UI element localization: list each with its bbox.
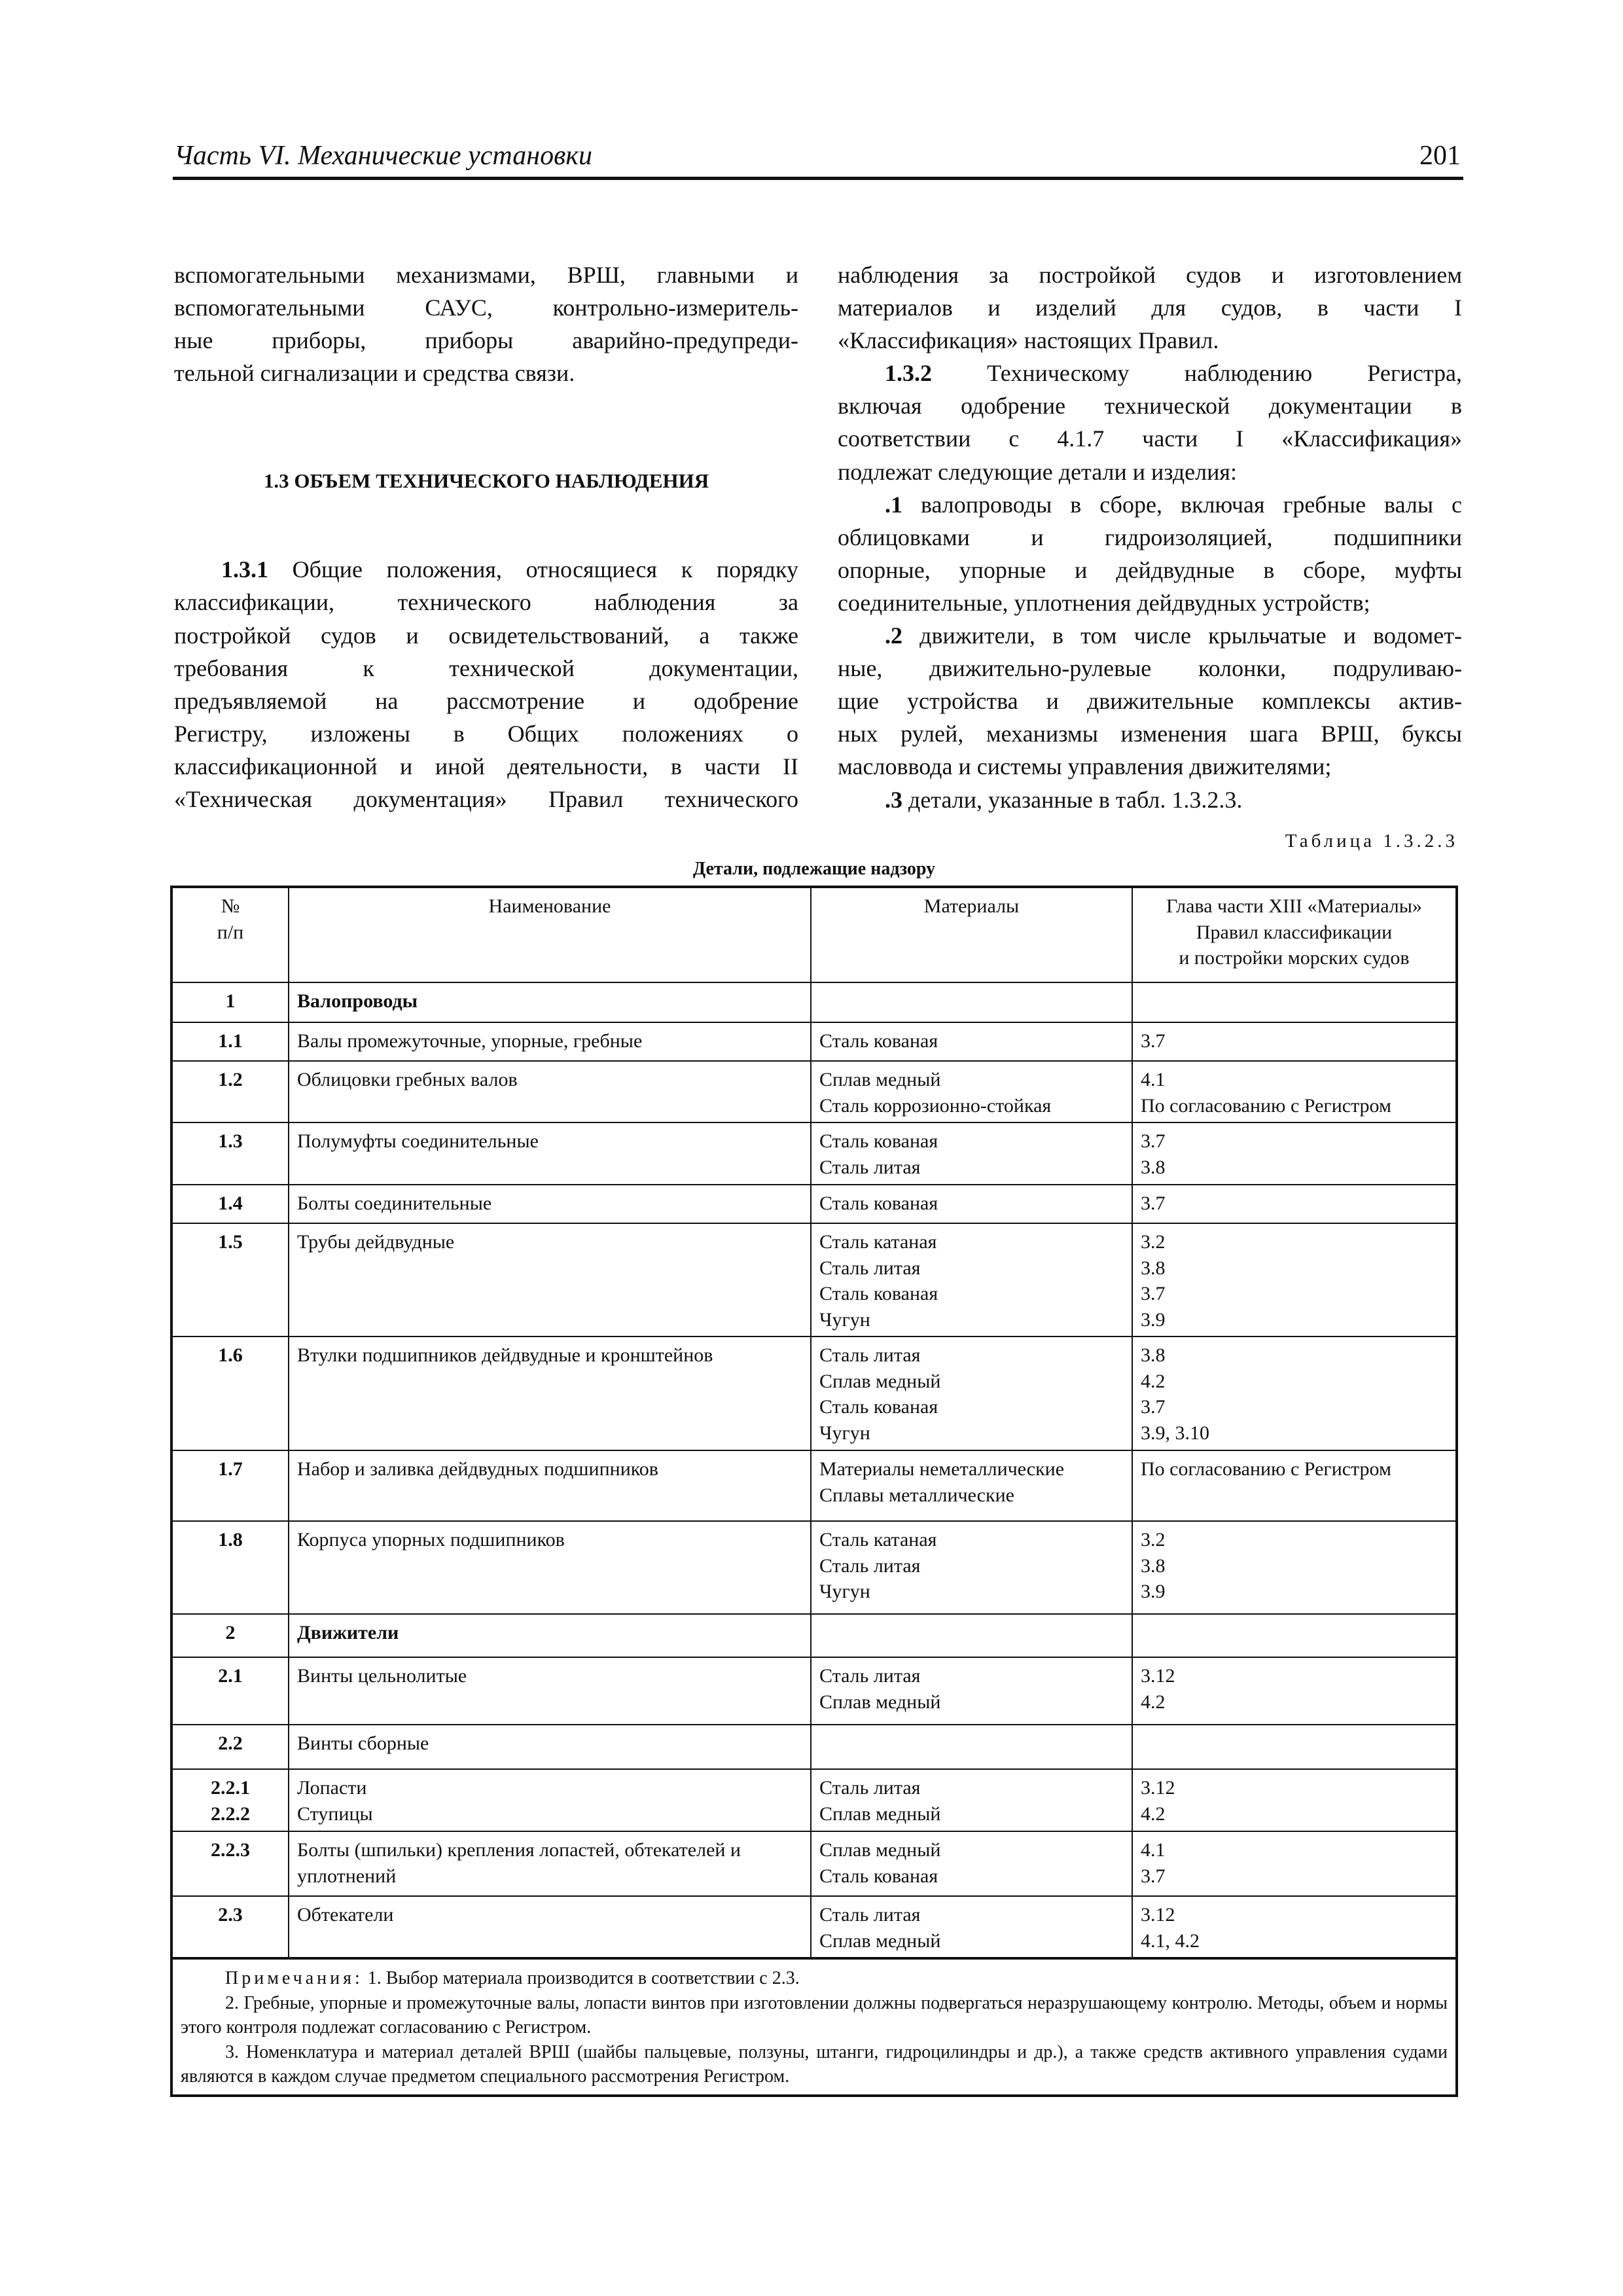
cell-line: 3.9, 3.10 [1141, 1422, 1209, 1444]
note-text: 2. Гребные, упорные и промежуточные валы, лопасти винтов при изготовлении должны подвергаться неразрушающему контролю. Методы, объем и нормы этого контроля подлежат согласованию с Регистром. [181, 1992, 1448, 2037]
text-line: соответствии с 4.1.7 части I «Классификация» [838, 425, 1462, 452]
cell-line: Сталь кованая [819, 1030, 938, 1052]
text: Общие положения, относящиеся к порядку [268, 556, 798, 583]
table-caption: Таблица 1.3.2.3 [1285, 831, 1458, 852]
cell-chapter [1132, 1521, 1457, 1614]
cell-line: Сталь литая [819, 1665, 921, 1687]
right-column [838, 259, 1462, 816]
cell-line: Сплав медный [819, 1370, 941, 1392]
cell-chapter [1132, 1614, 1457, 1657]
cell-line: Сталь литая [819, 1344, 921, 1366]
cell-line: 4.1, 4.2 [1141, 1929, 1200, 1952]
cell-line: Глава части XIII «Материалы» [1166, 895, 1422, 917]
cell-line: 3.7 [1141, 1030, 1166, 1052]
running-header-title: Часть VI. Механические установки [174, 141, 592, 171]
cell-line: Болты соединительные [297, 1193, 492, 1214]
cell-line: По согласованию с Регистром [1141, 1094, 1391, 1117]
cell-materials [811, 1614, 1132, 1657]
text-line [838, 619, 1462, 652]
text: движители, в том числе крыльчатые и водомет- [902, 622, 1462, 649]
cell-line: Сплав медный [819, 1929, 941, 1952]
cell-line: 2.2.3 [211, 1839, 250, 1861]
header-rule [173, 177, 1463, 180]
text-line: тельной сигнализации и средства связи. [174, 360, 575, 387]
cell-chapter [1132, 1896, 1457, 1958]
cell-line: Материалы [923, 895, 1020, 917]
text-line: подлежат следующие детали и изделия: [838, 458, 1237, 485]
text-line [174, 553, 798, 586]
text: валопроводы в сборе, включая гребные валы с [902, 491, 1462, 518]
cell-materials [811, 1831, 1132, 1896]
table-row [171, 1725, 1457, 1769]
cell-line: 2.2.2 [211, 1803, 250, 1825]
cell-name [289, 1061, 811, 1122]
text: детали, указанные в табл. 1.3.2.3. [902, 786, 1243, 813]
cell-line: 3.7 [1141, 1865, 1166, 1887]
cell-materials [811, 1022, 1132, 1061]
cell-line: Сплав медный [819, 1839, 941, 1861]
list-item-3 [838, 783, 1462, 816]
cell-line: Наименование [488, 895, 611, 917]
cell-chapter [1132, 1122, 1457, 1185]
cell-line: Материалы неметаллические [819, 1458, 1065, 1480]
cell-chapter [1132, 1725, 1457, 1769]
text-line: опорные, упорные и дейдвудные в сборе, муфты [838, 556, 1462, 583]
cell-num [171, 1185, 289, 1223]
text-line: классификационной и иной деятельности, в части II [174, 753, 798, 780]
cell-line: 3.8 [1141, 1257, 1166, 1279]
cell-chapter [1132, 1450, 1457, 1521]
cell-materials [811, 982, 1132, 1022]
cell-line: Втулки подшипников дейдвудные и кронштейнов [297, 1344, 713, 1366]
clause-number: 1.3.2 [885, 360, 932, 387]
cell-line: Корпуса упорных подшипников [297, 1529, 565, 1551]
cell-chapter [1132, 1336, 1457, 1450]
cell-line: № [221, 895, 240, 917]
cell-line: Сталь литая [819, 1257, 921, 1279]
cell-num [171, 1657, 289, 1725]
cell-line: п/п [217, 921, 244, 943]
text-line: ных рулей, механизмы изменения шага ВРШ, буксы [838, 721, 1462, 747]
cell-line: 1.7 [218, 1458, 243, 1480]
table-notes [171, 1958, 1457, 2096]
cell-line: 1.4 [218, 1193, 243, 1214]
table-row [171, 1657, 1457, 1725]
cell-chapter [1132, 982, 1457, 1022]
cell-line: 3.9 [1141, 1308, 1166, 1331]
text-line: требования к технической документации, [174, 655, 798, 681]
cell-line: 3.2 [1141, 1231, 1166, 1253]
table-title: Детали, подлежащие надзору [692, 859, 936, 879]
cell-line: Полумуфты соединительные [297, 1130, 539, 1152]
cell-num [171, 1450, 289, 1521]
cell-line: Лопасти [297, 1777, 367, 1799]
cell-materials [811, 1521, 1132, 1614]
text-line: вспомогательными механизмами, ВРШ, главными и [174, 262, 798, 288]
table-row [171, 1769, 1457, 1831]
text-line: ные приборы, приборы аварийно-предупреди- [174, 327, 798, 354]
cell-line: Болты (шпильки) крепления лопастей, обтекателей и [297, 1839, 741, 1861]
cell-name [289, 1831, 811, 1896]
cell-num [171, 1831, 289, 1896]
table-section-row [171, 982, 1457, 1022]
cell-line: 1.8 [218, 1529, 243, 1551]
text-line: соединительные, уплотнения дейдвудных устройств; [838, 589, 1370, 616]
cell-line: Сталь литая [819, 1777, 921, 1799]
table-row [171, 1831, 1457, 1896]
text: Техническому наблюдению Регистра, [932, 360, 1462, 387]
cell-line: Чугун [819, 1308, 870, 1331]
list-item-2 [838, 619, 1462, 783]
cell-line: 2.2.1 [211, 1777, 250, 1799]
note-text: 1. Выбор материала производится в соответствии с 2.3. [363, 1968, 800, 1988]
cell-name [289, 1185, 811, 1223]
cell-line: Сталь литая [819, 1554, 921, 1577]
cell-line: 1.1 [218, 1030, 243, 1052]
cell-line: 3.7 [1141, 1193, 1166, 1214]
cell-chapter [1132, 1185, 1457, 1223]
cell-line: 3.9 [1141, 1581, 1166, 1602]
item-number: .3 [885, 786, 902, 813]
note-text: 3. Номенклатура и материал деталей ВРШ (шайбы пальцевые, ползуны, штанги, гидроцилиндры и др.), а также средств активного управления судами являются в каждом случае предметом специального рассмотрения Регистром. [181, 2041, 1448, 2087]
cell-line: 3.8 [1141, 1554, 1166, 1577]
item-number: .2 [885, 622, 902, 649]
text-line [838, 488, 1462, 521]
cell-name [289, 1336, 811, 1450]
cell-line: 4.1 [1141, 1069, 1166, 1090]
table-notes-row [171, 1958, 1457, 2096]
cell-name [289, 1725, 811, 1769]
text-line [838, 357, 1462, 389]
cell-materials [811, 1657, 1132, 1725]
cell-line: Сталь катаная [819, 1231, 937, 1253]
cell-num [171, 1896, 289, 1958]
text-line: наблюдения за постройкой судов и изготовлением [838, 262, 1462, 288]
cell-materials [811, 1122, 1132, 1185]
cell-line: Сплавы металлические [819, 1484, 1014, 1506]
table-header-row [171, 887, 1457, 982]
cell-line: 3.7 [1141, 1283, 1166, 1304]
note [181, 1991, 1448, 2040]
cell-line: 2.1 [218, 1665, 243, 1687]
text-line: вспомогательными САУС, контрольно-измеритель- [174, 295, 798, 321]
cell-num [171, 1061, 289, 1122]
header-name [289, 887, 811, 982]
cell-line: Сталь литая [819, 1904, 921, 1926]
cell-line: 4.1 [1141, 1839, 1166, 1861]
cell-line: 4.2 [1141, 1370, 1166, 1392]
paragraph-1-3-2 [838, 357, 1462, 488]
cell-name [289, 1022, 811, 1061]
cell-materials [811, 1725, 1132, 1769]
table-row [171, 1185, 1457, 1223]
note [181, 2040, 1448, 2089]
cell-line: 3.7 [1141, 1130, 1166, 1152]
cell-name [289, 1223, 811, 1336]
cell-line: Сплав медный [819, 1803, 941, 1825]
cell-line: Винты сборные [297, 1732, 429, 1754]
table-row [171, 1022, 1457, 1061]
text-line: масловвода и системы управления движителями; [838, 753, 1332, 780]
left-column [174, 259, 798, 816]
cell-num [171, 1614, 289, 1657]
cell-materials [811, 1450, 1132, 1521]
cell-num [171, 1769, 289, 1831]
cell-line: 3.12 [1141, 1777, 1175, 1799]
cell-line: Сталь кованая [819, 1130, 938, 1152]
cell-name [289, 1657, 811, 1725]
paragraph-1-3-1 [174, 553, 798, 816]
cell-num [171, 1122, 289, 1185]
cell-name [289, 1896, 811, 1958]
cell-chapter [1132, 1657, 1457, 1725]
cell-chapter [1132, 1831, 1457, 1896]
cell-line: 3.8 [1141, 1156, 1166, 1178]
cell-materials [811, 1185, 1132, 1223]
cell-num [171, 1022, 289, 1061]
cell-num [171, 1521, 289, 1614]
text-line: включая одобрение технической документации в [838, 393, 1462, 420]
header-chapter [1132, 887, 1457, 982]
cell-line: Чугун [819, 1581, 870, 1602]
cell-line: Сталь кованая [819, 1396, 938, 1418]
cell-line: Сплав медный [819, 1691, 941, 1713]
table-section-row [171, 1614, 1457, 1657]
paragraph-continuation [174, 259, 798, 389]
cell-line: 1.6 [218, 1344, 243, 1366]
cell-line: 3.12 [1141, 1665, 1175, 1687]
cell-line: Обтекатели [297, 1904, 394, 1926]
text-line: щие устройства и движительные комплексы актив- [838, 688, 1462, 715]
table-row [171, 1896, 1457, 1958]
cell-chapter [1132, 1769, 1457, 1831]
cell-line: 2.2 [218, 1732, 243, 1754]
text-line: «Техническая документация» Правил технического [174, 786, 798, 813]
cell-line: Валопроводы [297, 990, 418, 1012]
cell-materials [811, 1896, 1132, 1958]
cell-line: Движители [297, 1622, 399, 1643]
cell-line: 1 [225, 990, 236, 1012]
cell-materials [811, 1769, 1132, 1831]
cell-line: уплотнений [297, 1865, 397, 1887]
cell-line: 4.2 [1141, 1803, 1166, 1825]
text-line: материалов и изделий для судов, в части I [838, 295, 1462, 321]
cell-line: Сталь коррозионно-стойкая [819, 1094, 1052, 1117]
text-line: облицовками и гидроизоляцией, подшипники [838, 524, 1462, 550]
cell-line: и постройки морских судов [1179, 947, 1410, 969]
cell-line: 4.2 [1141, 1691, 1166, 1713]
cell-line: Сталь литая [819, 1156, 921, 1178]
cell-line: 1.3 [218, 1130, 243, 1152]
cell-name [289, 982, 811, 1022]
text-line: предъявляемой на рассмотрение и одобрение [174, 687, 798, 714]
cell-line: 2 [225, 1622, 236, 1643]
item-number: .1 [885, 491, 902, 518]
text-line: Регистру, изложены в Общих положениях о [174, 720, 798, 747]
cell-name [289, 1450, 811, 1521]
cell-chapter [1132, 1061, 1457, 1122]
cell-num [171, 1223, 289, 1336]
text-line [838, 783, 1462, 816]
cell-line: Сталь катаная [819, 1529, 937, 1551]
list-item-1 [838, 488, 1462, 619]
clause-number: 1.3.1 [221, 556, 268, 583]
cell-materials [811, 1223, 1132, 1336]
cell-line: 1.2 [218, 1069, 243, 1090]
cell-line: Сплав медный [819, 1069, 941, 1090]
text-line: постройкой судов и освидетельствований, а также [174, 622, 798, 649]
cell-name [289, 1521, 811, 1614]
cell-name [289, 1614, 811, 1657]
cell-line: Ступицы [297, 1803, 373, 1825]
cell-line: 3.12 [1141, 1904, 1175, 1926]
cell-name [289, 1769, 811, 1831]
cell-chapter [1132, 1223, 1457, 1336]
text-line: классификации, технического наблюдения за [174, 589, 798, 616]
cell-line: 1.5 [218, 1231, 243, 1253]
notes-label: Примечания: [225, 1968, 363, 1988]
paragraph-continuation [838, 259, 1462, 357]
cell-materials [811, 1061, 1132, 1122]
cell-line: Сталь кованая [819, 1193, 938, 1214]
cell-line: 3.2 [1141, 1529, 1166, 1551]
table-row [171, 1223, 1457, 1336]
cell-chapter [1132, 1022, 1457, 1061]
cell-num [171, 982, 289, 1022]
cell-line: Валы промежуточные, упорные, гребные [297, 1030, 643, 1052]
text-line: ные, движительно-рулевые колонки, подруливаю- [838, 655, 1462, 682]
header-materials [811, 887, 1132, 982]
cell-line: Чугун [819, 1422, 870, 1444]
cell-name [289, 1122, 811, 1185]
table-row [171, 1336, 1457, 1450]
table-row [171, 1061, 1457, 1122]
cell-line: 2.3 [218, 1904, 243, 1926]
cell-line: Сталь кованая [819, 1865, 938, 1887]
cell-line: 3.7 [1141, 1396, 1166, 1418]
header-num [171, 887, 289, 982]
cell-line: Правил классификации [1196, 921, 1393, 943]
table-row [171, 1450, 1457, 1521]
text-line: «Классификация» настоящих Правил. [838, 327, 1219, 354]
cell-line: Набор и заливка дейдвудных подшипников [297, 1458, 658, 1480]
cell-num [171, 1336, 289, 1450]
cell-line: 3.8 [1141, 1344, 1166, 1366]
parts-table [170, 886, 1458, 2097]
table-row [171, 1521, 1457, 1614]
cell-num [171, 1725, 289, 1769]
section-heading: 1.3 ОБЪЕМ ТЕХНИЧЕСКОГО НАБЛЮДЕНИЯ [263, 469, 709, 492]
page-number: 201 [1419, 141, 1461, 171]
cell-line: Облицовки гребных валов [297, 1069, 518, 1090]
table-row [171, 1122, 1457, 1185]
cell-materials [811, 1336, 1132, 1450]
cell-line: Сталь кованая [819, 1283, 938, 1304]
cell-line: Трубы дейдвудные [297, 1231, 455, 1253]
cell-line: По согласованию с Регистром [1141, 1458, 1391, 1480]
cell-line: Винты цельнолитые [297, 1665, 467, 1687]
note [181, 1966, 1448, 1991]
